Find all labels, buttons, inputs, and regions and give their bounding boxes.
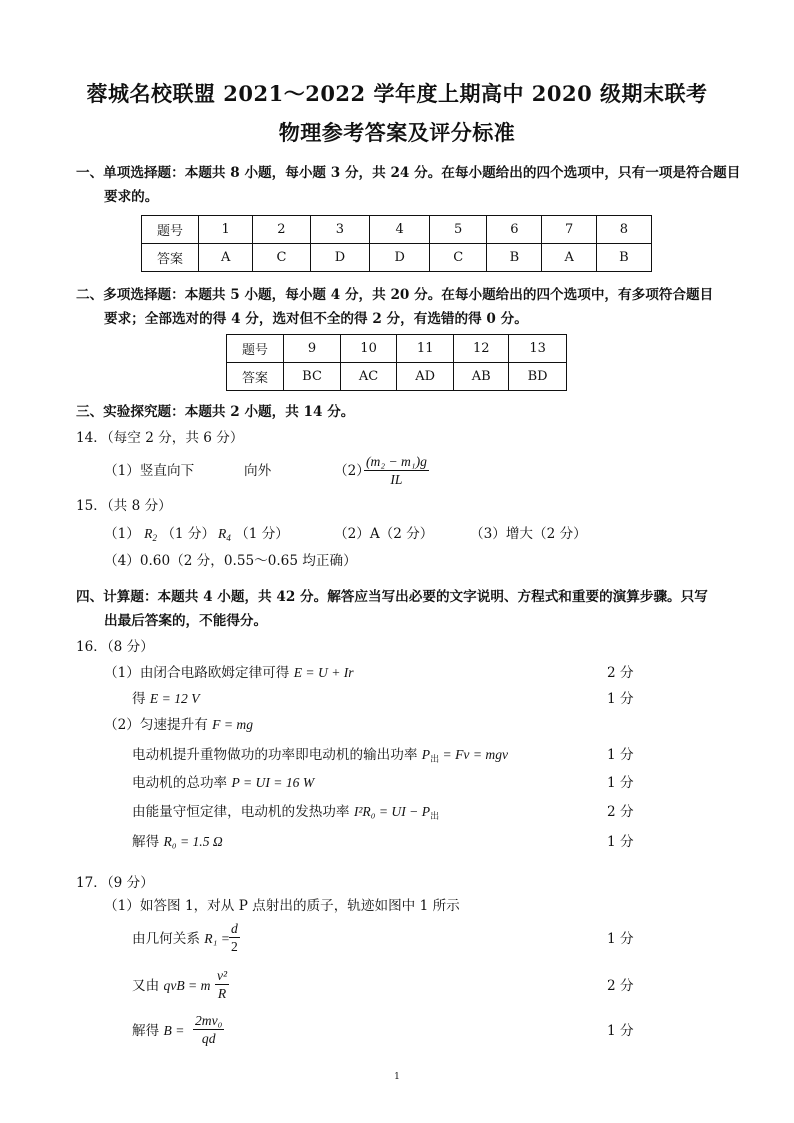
q17-fraction-b [193, 1012, 224, 1047]
q15-answer-1 [104, 524, 215, 544]
q14-answer-1: （1）竖直向下 [104, 463, 195, 479]
q17-fraction-force [215, 967, 229, 1002]
equation: = Fv = mgv [439, 747, 509, 762]
equation: E = 12 V [149, 691, 200, 706]
q16-step-1-score: 2 分 [607, 665, 634, 681]
table-cell: AB [454, 363, 509, 391]
q15-answer-2: （2）A（2 分） [334, 526, 434, 542]
step-text: 电动机的总功率 [132, 775, 232, 791]
equation: F = mg [212, 717, 254, 732]
q17-fraction-r1 [229, 920, 240, 955]
q16-heading: 16．（8 分） [76, 639, 154, 655]
subscript: 2 [152, 533, 157, 543]
table-cell: A [199, 244, 253, 272]
fraction-denominator: 2 [231, 939, 238, 954]
q16-step-1 [104, 663, 354, 683]
q16-step-3 [104, 715, 253, 735]
step-text: 解得 [132, 1023, 164, 1039]
step-text: 又由 [132, 978, 164, 994]
equation: P = UI = 16 W [231, 775, 315, 790]
table-cell: 9 [284, 335, 341, 363]
table-cell: AD [397, 363, 454, 391]
equation: P [421, 747, 431, 762]
fraction-numerator: d [231, 921, 238, 936]
q15-r2-score: （1 分） [161, 526, 216, 542]
step-text: 由几何关系 [132, 931, 205, 947]
table-row [227, 335, 567, 363]
q16-step-7 [132, 832, 223, 852]
table-cell: A [542, 244, 596, 272]
fraction-numerator: 2mv₀ [195, 1013, 223, 1028]
table-cell: B [596, 244, 651, 272]
q15-resistor-r2 [144, 526, 157, 541]
table-cell: 8 [596, 216, 651, 244]
subscript: 出 [430, 812, 440, 822]
equation: R₁ = [204, 931, 230, 946]
q15-resistor-r4 [218, 526, 231, 541]
q17-step-3-score: 2 分 [607, 978, 634, 994]
table-cell: C [430, 244, 487, 272]
section3-heading: 三、实验探究题：本题共 2 小题，共 14 分。 [76, 404, 355, 420]
single-choice-answer-table [141, 215, 652, 272]
table-cell: BD [509, 363, 567, 391]
q15-answer-3: （3）增大（2 分） [470, 526, 587, 542]
table-row [227, 363, 567, 391]
fraction-denominator: IL [390, 472, 403, 487]
table-cell: 10 [341, 335, 397, 363]
equation: qvB = m [163, 978, 211, 993]
q16-step-4 [132, 745, 508, 765]
q16-step-5 [132, 773, 314, 793]
fraction-numerator: (m₂ − m₁)g [366, 454, 427, 469]
step-text: （1）由闭合电路欧姆定律可得 [104, 665, 294, 681]
row-label-question: 题号 [227, 335, 284, 363]
q17-step-4-score: 1 分 [607, 1023, 634, 1039]
table-cell: 3 [310, 216, 370, 244]
subscript: 出 [430, 755, 440, 765]
equation: I²R₀ = UI − P [353, 804, 431, 819]
section2-heading: 二、多项选择题：本题共 5 小题，每小题 4 分，共 20 分。在每小题给出的四个选项中，有多项符合题目 [76, 287, 714, 303]
row-label-answer: 答案 [227, 363, 284, 391]
section1-heading-cont: 要求的。 [104, 189, 159, 205]
table-row [142, 216, 652, 244]
symbol-r: R [218, 526, 227, 541]
page-title: 蓉城名校联盟 2021～2022 学年度上期高中 2020 级期末联考 [86, 81, 708, 106]
section1-heading: 一、单项选择题：本题共 8 小题，每小题 3 分，共 24 分。在每小题给出的四个选项中，只有一项是符合题目 [76, 165, 741, 181]
table-cell: 4 [370, 216, 430, 244]
page-subtitle: 物理参考答案及评分标准 [278, 120, 516, 145]
page-number: 1 [394, 1072, 400, 1082]
table-cell: 13 [509, 335, 567, 363]
q15-answer-1b [218, 524, 289, 544]
section4-heading: 四、计算题：本题共 4 小题，共 42 分。解答应当写出必要的文字说明、方程式和重要的演算步骤。只写 [76, 589, 708, 605]
q15-heading: 15．（共 8 分） [76, 498, 172, 514]
q17-step-1: （1）如答图 1，对从 P 点射出的质子，轨迹如图中 1 所示 [104, 898, 460, 914]
equation: B = [163, 1023, 185, 1038]
q15-answer-1-prefix: （1） [104, 526, 140, 542]
q14-answer-2: 向外 [244, 463, 272, 479]
equation: E = U + Ir [293, 665, 354, 680]
row-label-question: 题号 [142, 216, 199, 244]
table-cell: 1 [199, 216, 253, 244]
q14-answer-3-prefix: （2） [334, 463, 370, 479]
equation: R₀ = 1.5 Ω [163, 834, 223, 849]
q16-step-7-score: 1 分 [607, 834, 634, 850]
fraction-denominator: qd [201, 1031, 216, 1046]
q17-step-3 [132, 976, 210, 996]
row-label-answer: 答案 [142, 244, 199, 272]
step-text: （2）匀速提升有 [104, 717, 213, 733]
q16-step-2 [132, 689, 200, 709]
q16-step-5-score: 1 分 [607, 775, 634, 791]
table-cell: 2 [253, 216, 310, 244]
section2-heading-cont: 要求；全部选对的得 4 分，选对但不全的得 2 分，有选错的得 0 分。 [104, 311, 528, 327]
table-cell: 6 [487, 216, 542, 244]
table-cell: 11 [397, 335, 454, 363]
table-cell: 5 [430, 216, 487, 244]
table-cell: D [370, 244, 430, 272]
multiple-choice-answer-table [226, 334, 567, 391]
q15-answer-4: （4）0.60（2 分，0.55～0.65 均正确） [104, 553, 357, 569]
table-cell: B [487, 244, 542, 272]
q14-heading: 14．（每空 2 分，共 6 分） [76, 430, 244, 446]
q16-step-6-score: 2 分 [607, 804, 634, 820]
table-cell: 12 [454, 335, 509, 363]
section4-heading-cont: 出最后答案的，不能得分。 [104, 613, 268, 629]
q17-step-4 [132, 1021, 184, 1041]
fraction-numerator: v² [217, 968, 228, 983]
table-cell: C [253, 244, 310, 272]
q17-heading: 17．（9 分） [76, 875, 154, 891]
table-cell: AC [341, 363, 397, 391]
step-text: 解得 [132, 834, 164, 850]
q14-fraction [364, 453, 429, 488]
symbol-r: R [144, 526, 153, 541]
step-text: 由能量守恒定律，电动机的发热功率 [132, 804, 354, 820]
table-cell: D [310, 244, 370, 272]
q17-step-2 [132, 929, 230, 949]
q17-step-2-score: 1 分 [607, 931, 634, 947]
q16-step-4-score: 1 分 [607, 747, 634, 763]
q16-step-2-score: 1 分 [607, 691, 634, 707]
step-text: 得 [132, 691, 150, 707]
table-row [142, 244, 652, 272]
subscript: 4 [226, 533, 231, 543]
q16-step-6 [132, 802, 439, 822]
table-cell: 7 [542, 216, 596, 244]
table-cell: BC [284, 363, 341, 391]
fraction-denominator: R [217, 986, 227, 1001]
step-text: 电动机提升重物做功的功率即电动机的输出功率 [132, 747, 422, 763]
q15-r4-score: （1 分） [235, 526, 289, 542]
